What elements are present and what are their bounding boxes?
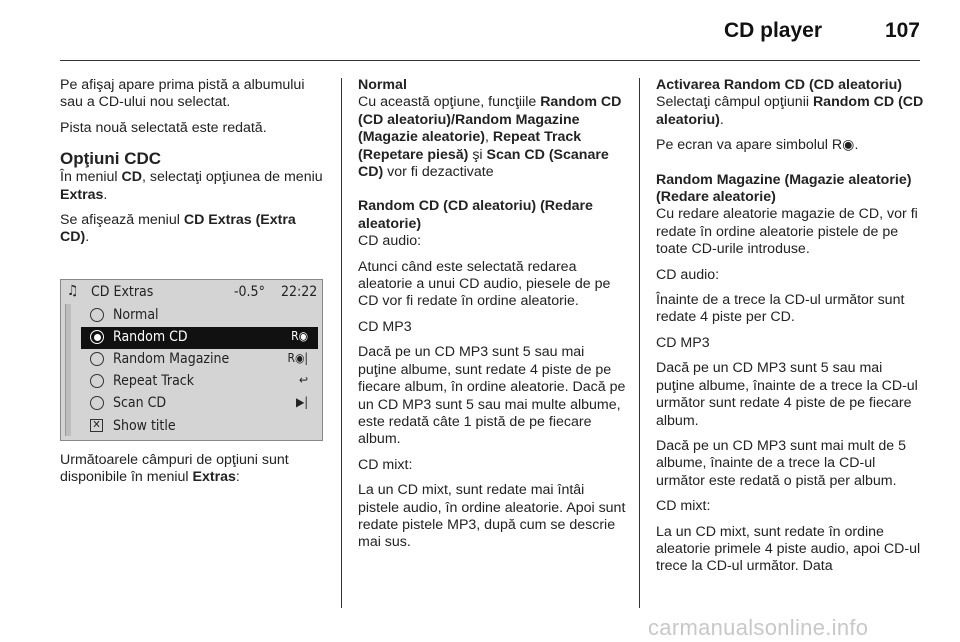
page-header: [0, 0, 960, 64]
subheading: Random Magazine (Magazie aleatorie) (Redare aleatorie): [656, 171, 912, 206]
paragraph: La un CD mixt, sunt redate în ordine aleatorie primele 4 piste audio, apoi CD-ul trece la CD-ul următor. Data: [656, 523, 921, 575]
subheading: Activarea Random CD (CD aleatoriu): [656, 77, 902, 93]
subheading: Normal: [358, 77, 407, 93]
random-magazine-icon: R◉|: [287, 351, 308, 365]
bold-text: Extras: [192, 469, 236, 486]
text: Selectaţi câmpul opţiunii: [656, 94, 813, 111]
option-label: Scan CD: [113, 395, 167, 411]
option-random-cd[interactable]: [81, 327, 318, 349]
page-number: 107: [884, 19, 920, 42]
paragraph: La un CD mixt, sunt redate mai întâi pistele audio, în ordine aleatorie. Apoi sunt redate pistele MP3, după cum se descrie mai sus.: [358, 482, 626, 551]
scan-icon: ▶|: [296, 395, 308, 409]
clock: 22:22: [281, 284, 318, 300]
paragraph: Pe ecran va apare simbolul R◉.: [656, 137, 859, 154]
screen-title: CD Extras: [91, 284, 154, 300]
paragraph: CD mixt:: [358, 456, 413, 473]
column-divider-1: [341, 78, 342, 608]
paragraph: Dacă pe un CD MP3 sunt 5 sau mai puţine albume, înainte de a trece la CD-ul următor sunt redate 4 piste de pe fiecare album.: [656, 360, 918, 429]
paragraph: Cu redare aleatorie magazie de CD, vor fi redate în ordine aleatorie pistele de pe toate CD-urile introduse.: [656, 206, 918, 258]
screen-title-bar: [61, 280, 322, 304]
radio-selected-icon: [90, 330, 104, 344]
text: , selectaţi opţiunea de meniu: [142, 169, 323, 186]
watermark: carmanualsonline.info: [648, 615, 869, 640]
cd-extras-screen: [60, 279, 323, 441]
text: În meniul: [60, 169, 122, 186]
paragraph: CD MP3: [656, 334, 710, 351]
option-repeat-track[interactable]: [81, 371, 318, 393]
paragraph: [358, 94, 626, 181]
music-note-icon: ♫: [67, 283, 79, 299]
option-label: Random CD: [113, 329, 188, 345]
option-normal[interactable]: [81, 305, 318, 327]
option-label: Show title: [113, 418, 176, 434]
section-heading: Opţiuni CDC: [60, 149, 162, 169]
option-show-title[interactable]: [81, 416, 318, 438]
text: ,: [484, 129, 493, 146]
text: .: [103, 186, 108, 203]
radio-icon: [90, 374, 104, 388]
paragraph: CD audio:: [358, 233, 422, 250]
paragraph: [60, 169, 328, 204]
option-label: Random Magazine: [113, 351, 230, 367]
text: Următoarele câmpuri de opţiuni sunt disponibile în meniul: [60, 452, 289, 486]
paragraph: Dacă pe un CD MP3 sunt mai mult de 5 albume, înainte de a trece la CD-ul următor este redată o pistă per album.: [656, 437, 906, 489]
text: .: [85, 229, 90, 246]
bold-text: CD: [121, 169, 143, 186]
radio-icon: [90, 352, 104, 366]
radio-icon: [90, 308, 104, 322]
option-label: Normal: [113, 307, 159, 323]
subheading: Random CD (CD aleatoriu) (Redare aleatorie): [358, 198, 593, 232]
paragraph: Pista nouă selectată este redată.: [60, 119, 267, 136]
option-label: Repeat Track: [113, 373, 195, 389]
option-scan-cd[interactable]: [81, 393, 318, 415]
paragraph: [60, 452, 328, 487]
random-cd-icon: R◉: [291, 329, 308, 343]
column-1: [60, 77, 328, 255]
paragraph: CD MP3: [358, 318, 412, 335]
bold-text: Repeat Track (Repetare piesă): [358, 129, 582, 163]
paragraph: Înainte de a trece la CD-ul următor sunt redate 4 piste per CD.: [656, 292, 905, 326]
text: :: [235, 469, 240, 486]
header-title: CD player: [723, 19, 822, 42]
column-3: [656, 77, 924, 584]
paragraph: Dacă pe un CD MP3 sunt 5 sau mai puţine albume, sunt redate 4 piste de pe fiecare album, în ordine aleatorie. Dacă pe un CD MP3 sunt 5 sau mai multe albume, este redată câte 1 pistă de pe fiecare album.: [358, 344, 626, 448]
radio-icon: [90, 396, 104, 410]
checkbox-checked-icon: ✕: [90, 419, 103, 432]
repeat-icon: ↩: [298, 373, 308, 387]
bold-text: Scan CD (Scanare CD): [358, 146, 609, 181]
option-random-magazine[interactable]: [81, 349, 318, 371]
paragraph: CD mixt:: [656, 498, 711, 515]
column-2: [358, 77, 626, 560]
text: Cu această opţiune, funcţiile: [358, 94, 541, 111]
text: .: [719, 111, 724, 128]
column-divider-2: [639, 78, 640, 608]
paragraph: Atunci când este selectată redarea aleatorie a unui CD audio, piesele de pe CD vor fi redate în ordine aleatorie.: [358, 258, 611, 310]
bold-text: CD Extras (Extra CD): [60, 212, 296, 246]
bold-text: Extras: [60, 186, 104, 203]
paragraph: CD audio:: [656, 266, 720, 283]
bold-text: Random CD (CD aleatoriu)/Random Magazine (Magazie aleatorie): [358, 94, 622, 146]
text: şi: [468, 146, 487, 163]
column-1-bottom: [60, 452, 328, 495]
paragraph: [656, 94, 924, 129]
paragraph: Pe afişaj apare prima pistă a albumului sau a CD-ului nou selectat.: [60, 77, 305, 111]
scrollbar[interactable]: [65, 304, 71, 436]
bold-text: Random CD (CD aleatoriu): [656, 94, 924, 128]
volume-readout: -0.5°: [234, 284, 265, 300]
text: Se afişează meniul: [60, 212, 184, 229]
header-rule: [60, 60, 920, 61]
text: vor fi dezactivate: [383, 164, 494, 181]
paragraph: [60, 212, 328, 247]
